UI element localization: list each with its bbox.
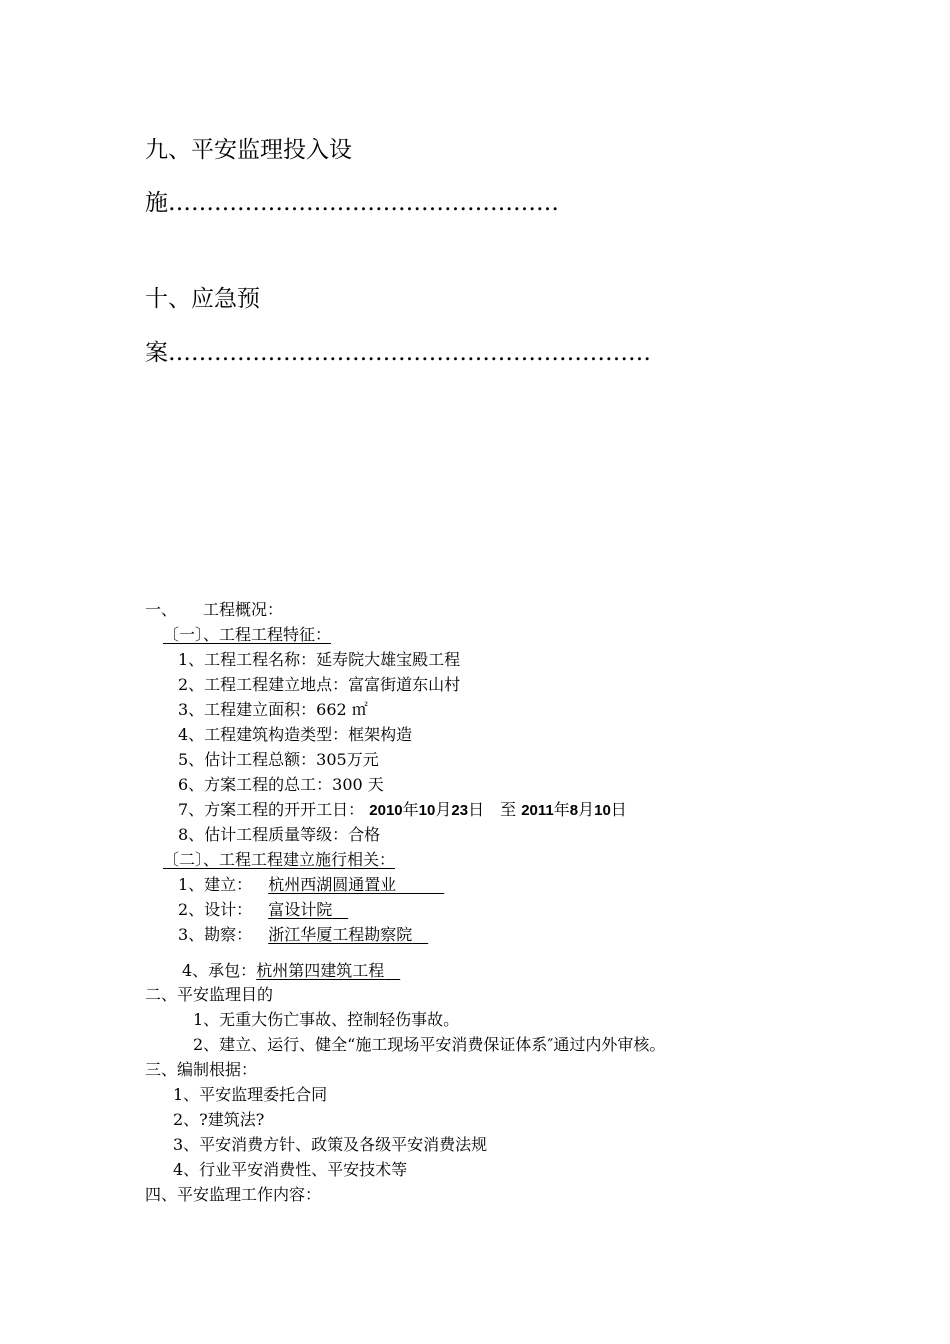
list-item: 3、工程建立面积：662 ㎡ [178,700,368,719]
toc-item-9-leader: …………………………………………… [168,190,559,216]
toc-item-10-leader: ……………………………………………………… [168,340,651,366]
list-item: 1、无重大伤亡事故、控制轻伤事故。 [193,1010,460,1029]
party-label: 2、设计： [178,900,253,919]
subsection-2-title: 〔二〕、工程工程建立施行相关： [163,850,396,869]
toc-item-10-title: 十、应急预 [145,286,260,312]
list-item: 1、工程工程名称：延寿院大雄宝殿工程 [178,650,461,669]
section-3-heading: 三、编制根据： [145,1060,258,1079]
schedule-label: 7、方案工程的开开工日： [178,800,365,819]
section-1-heading [145,599,283,621]
list-item: 2、?建筑法? [173,1110,265,1129]
party-label: 4、承包： [182,961,257,980]
party-row [182,960,400,982]
end-month: 8 [569,802,579,819]
start-day: 23 [451,802,469,819]
list-item: 8、估计工程质量等级：合格 [178,825,381,844]
start-year: 2010 [369,802,403,819]
party-row [178,924,428,946]
start-month: 10 [418,802,436,819]
section-1-title: 工程概况： [203,600,284,619]
party-value: 富设计院 [268,900,333,919]
party-row [178,874,444,896]
list-item: 4、工程建筑构造类型：框架构造 [178,725,413,744]
list-item: 5、估计工程总额：305万元 [178,750,379,769]
section-4-heading: 四、平安监理工作内容： [145,1185,322,1204]
day-char: 日 [468,800,485,819]
list-item: 4、行业平安消费性、平安技术等 [173,1160,408,1179]
subsection-1-title: 〔一〕、工程工程特征： [163,625,332,644]
toc-item-9-line2 [145,188,559,218]
party-value: 杭州第四建筑工程 [256,961,385,980]
party-row [178,899,348,921]
list-item: 2、建立、运行、健全“施工现场平安消费保证体系″通过内外审核。 [193,1035,666,1054]
toc-item-10-title-end: 案 [145,340,168,366]
month-char: 月 [435,800,452,819]
day-char: 日 [610,800,627,819]
toc-item-9-title-end: 施 [145,190,168,216]
list-item: 3、平安消费方针、政策及各级平安消费法规 [173,1135,488,1154]
toc-item-9-title: 九、平安监理投入设 [145,137,352,163]
toc-item-10-line2 [145,338,651,368]
section-1-number: 一、 [145,600,178,619]
party-value: 杭州西湖圆通置业 [268,875,397,894]
to-word: 至 [500,800,517,819]
list-item: 6、方案工程的总工：300 天 [178,775,384,794]
month-char: 月 [578,800,595,819]
party-label: 1、建立： [178,875,253,894]
list-item: 1、平安监理委托合同 [173,1085,328,1104]
list-item: 2、工程工程建立地点：富富街道东山村 [178,675,461,694]
year-char: 年 [402,800,419,819]
toc-item-10-line1 [145,284,260,314]
section-2-heading: 二、平安监理目的 [145,985,274,1004]
end-year: 2011 [521,802,554,819]
end-day: 10 [594,802,611,819]
party-value: 浙江华厦工程勘察院 [268,925,413,944]
toc-item-9-line1 [145,135,352,165]
list-item-schedule [178,799,627,822]
party-label: 3、勘察： [178,925,253,944]
year-char: 年 [553,800,570,819]
